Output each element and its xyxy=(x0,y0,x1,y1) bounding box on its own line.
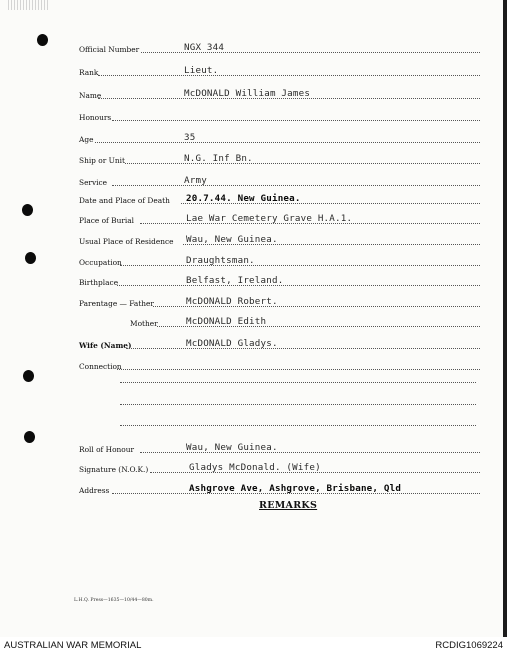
field-label: Official Number xyxy=(79,45,140,54)
field-label: Usual Place of Residence xyxy=(79,237,174,246)
field-value: 20.7.44. New Guinea. xyxy=(186,193,301,204)
field-label: Mother xyxy=(130,319,158,328)
field-date-place-death xyxy=(0,191,480,205)
dotted-line xyxy=(98,75,480,76)
dotted-line xyxy=(120,404,476,405)
field-name xyxy=(0,86,480,100)
scan-artifact xyxy=(8,0,48,10)
field-label: Date and Place of Death xyxy=(79,196,170,205)
field-service xyxy=(0,173,480,187)
dotted-line xyxy=(125,163,480,164)
field-rank xyxy=(0,63,480,77)
field-label: Wife (Name) xyxy=(79,341,132,350)
field-label: Place of Burial xyxy=(79,216,134,225)
field-value: McDONALD Robert. xyxy=(186,296,278,307)
dotted-line xyxy=(95,142,480,143)
dotted-line xyxy=(117,369,480,370)
reference-id: RCDIG1069224 xyxy=(435,640,503,651)
field-connection xyxy=(0,357,480,371)
remarks-heading: REMARKS xyxy=(259,500,318,511)
dotted-line xyxy=(120,425,476,426)
field-label: Signature (N.O.K.) xyxy=(79,465,149,474)
field-occupation xyxy=(0,253,480,267)
archive-footer xyxy=(0,637,507,654)
dotted-line xyxy=(112,185,480,186)
field-label: Address xyxy=(79,486,110,495)
field-label: Parentage — Father xyxy=(79,299,154,308)
field-value: NGX 344 xyxy=(184,42,225,53)
field-value: Wau, New Guinea. xyxy=(186,234,278,245)
field-value: McDONALD Gladys. xyxy=(186,338,278,349)
field-label: Ship or Unit xyxy=(79,156,125,165)
field-place-of-burial xyxy=(0,211,480,225)
dotted-line xyxy=(120,382,476,383)
field-father xyxy=(0,294,480,308)
field-value: Lieut. xyxy=(184,65,219,76)
field-value: 35 xyxy=(184,132,196,143)
field-value: Wau, New Guinea. xyxy=(186,442,278,453)
field-label: Name xyxy=(79,91,102,100)
institution-label: AUSTRALIAN WAR MEMORIAL xyxy=(4,640,142,651)
field-wife xyxy=(0,336,480,350)
field-label: Age xyxy=(79,135,94,144)
field-label: Honours xyxy=(79,113,112,122)
field-value: McDONALD Edith xyxy=(186,316,267,327)
field-label: Service xyxy=(79,178,108,187)
field-value: Belfast, Ireland. xyxy=(186,275,284,286)
field-value: N.G. Inf Bn. xyxy=(184,153,253,164)
field-label: Rank xyxy=(79,68,99,77)
dotted-line xyxy=(120,265,480,266)
field-signature xyxy=(0,460,480,474)
field-label: Connection xyxy=(79,362,122,371)
field-usual-residence xyxy=(0,232,480,246)
dotted-line xyxy=(112,120,480,121)
field-label: Roll of Honour xyxy=(79,445,135,454)
dotted-line xyxy=(126,348,480,349)
field-value: McDONALD William James xyxy=(184,88,311,99)
punch-hole xyxy=(23,370,34,382)
field-address xyxy=(0,481,480,495)
printer-note: L.H.Q. Press—1635—10/44—80m. xyxy=(74,598,154,603)
field-mother xyxy=(0,314,480,328)
field-value: Gladys McDonald. (Wife) xyxy=(189,462,321,473)
dotted-line xyxy=(117,285,480,286)
field-value: Army xyxy=(184,175,207,186)
field-ship-or-unit xyxy=(0,151,480,165)
field-value: Draughtsman. xyxy=(186,255,255,266)
field-official-number xyxy=(0,40,480,54)
field-label: Birthplace xyxy=(79,278,119,287)
field-roll-of-honour xyxy=(0,440,480,454)
field-honours xyxy=(0,108,480,122)
field-label: Occupation xyxy=(79,258,122,267)
field-value: Ashgrove Ave, Ashgrove, Brisbane, Qld xyxy=(189,483,402,494)
field-value: Lae War Cemetery Grave H.A.1. xyxy=(186,213,353,224)
field-age xyxy=(0,130,480,144)
field-birthplace xyxy=(0,273,480,287)
